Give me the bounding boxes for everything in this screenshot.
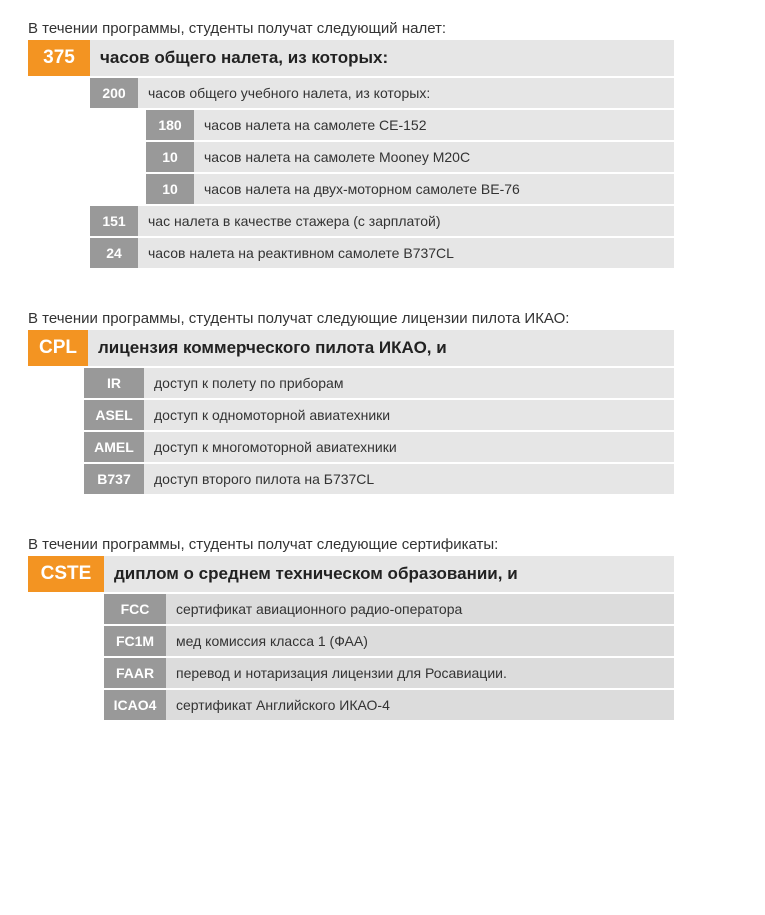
row-label: часов налета на двух-моторном самолете BE-76 (194, 174, 674, 204)
row-label: доступ к многомоторной авиатехники (144, 432, 674, 462)
row-label: лицензия коммерческого пилота ИКАО, и (88, 330, 674, 366)
row-badge: CSTE (28, 556, 104, 592)
row-badge: 375 (28, 40, 90, 76)
row-badge: IR (84, 368, 144, 398)
row-label: доступ к одномоторной авиатехники (144, 400, 674, 430)
table-row (90, 206, 674, 236)
row-label: диплом о среднем техническом образовании, и (104, 556, 674, 592)
row-label: сертификат Английского ИКАО-4 (166, 690, 674, 720)
row-label: мед комиссия класса 1 (ФАА) (166, 626, 674, 656)
table-row (146, 174, 674, 204)
certificates-list (28, 556, 674, 720)
row-badge: 24 (90, 238, 138, 268)
row-label: часов общего учебного налета, из которых: (138, 78, 674, 108)
table-row (84, 368, 674, 398)
row-badge: FCC (104, 594, 166, 624)
table-row (104, 690, 674, 720)
table-row (28, 556, 674, 592)
row-badge: CPL (28, 330, 88, 366)
table-row (104, 626, 674, 656)
table-row (28, 40, 674, 76)
row-badge: FC1M (104, 626, 166, 656)
section-3-intro: В течении программы, студенты получат следующие сертификаты: (28, 536, 499, 553)
section-divider (0, 270, 765, 308)
row-label: часов налета на реактивном самолете B737CL (138, 238, 674, 268)
row-badge: 10 (146, 142, 194, 172)
table-row (84, 400, 674, 430)
row-badge: 10 (146, 174, 194, 204)
row-badge: ICAO4 (104, 690, 166, 720)
row-badge: FAAR (104, 658, 166, 688)
row-badge: AMEL (84, 432, 144, 462)
table-row (84, 464, 674, 494)
row-label: доступ второго пилота на Б737CL (144, 464, 674, 494)
row-label: час налета в качестве стажера (с зарплатой) (138, 206, 674, 236)
table-row (146, 142, 674, 172)
table-row (90, 238, 674, 268)
table-row (28, 330, 674, 366)
row-label: часов налета на самолете CE-152 (194, 110, 674, 140)
table-row (104, 594, 674, 624)
row-badge: ASEL (84, 400, 144, 430)
row-label: часов общего налета, из которых: (90, 40, 674, 76)
row-label: часов налета на самолете Mooney M20C (194, 142, 674, 172)
row-badge: 151 (90, 206, 138, 236)
row-label: сертификат авиационного радио-оператора (166, 594, 674, 624)
table-row (90, 78, 674, 108)
section-1-intro: В течении программы, студенты получат следующий налет: (28, 20, 447, 37)
table-row (146, 110, 674, 140)
row-label: доступ к полету по приборам (144, 368, 674, 398)
row-badge: 180 (146, 110, 194, 140)
row-label: перевод и нотаризация лицензии для Росавиации. (166, 658, 674, 688)
section-divider (0, 496, 765, 534)
table-row (104, 658, 674, 688)
section-2-intro: В течении программы, студенты получат следующие лицензии пилота ИКАО: (28, 310, 570, 327)
flight-hours-list (28, 40, 674, 268)
table-row (84, 432, 674, 462)
licenses-list (28, 330, 674, 494)
row-badge: 200 (90, 78, 138, 108)
row-badge: B737 (84, 464, 144, 494)
